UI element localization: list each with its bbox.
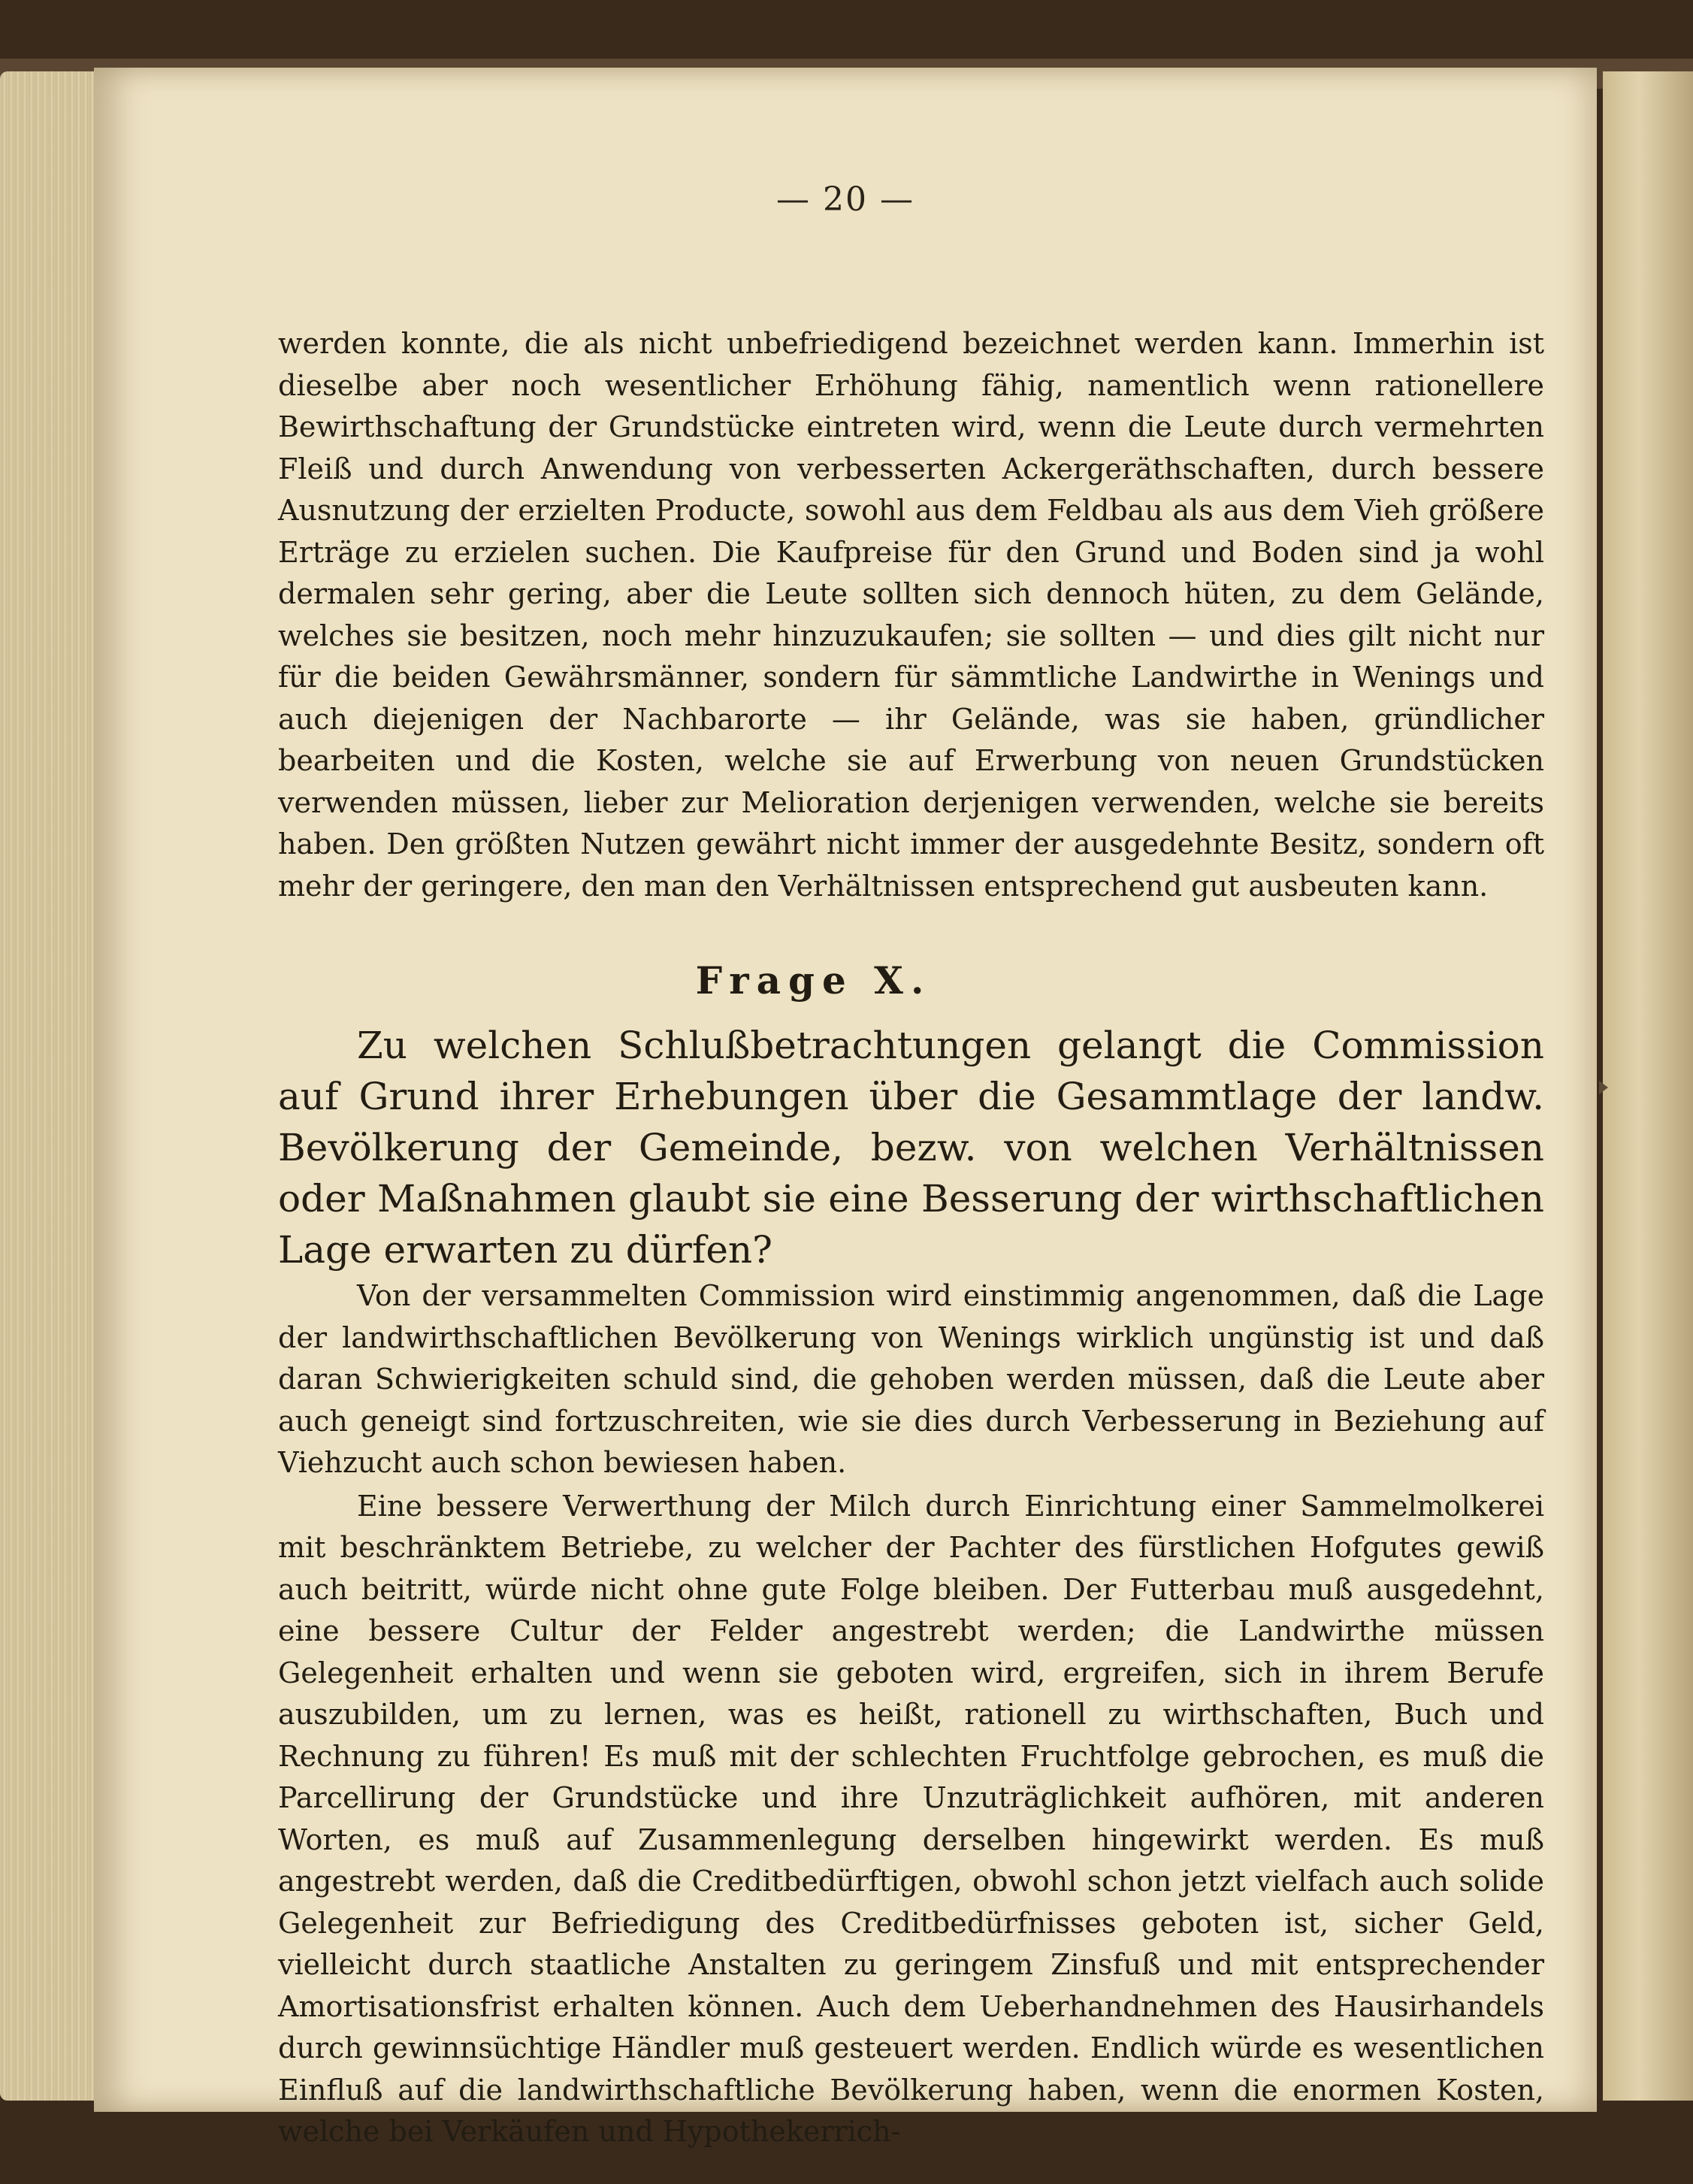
- page-stack-right: [1603, 71, 1693, 2101]
- paragraph-answer-1: Von der versammelten Commission wird einstimmig angenommen, daß die Lage der landwirthschaftlichen Bevölkerung von Wenings wirklich ungünstig ist und daß daran Schwierigkeiten schuld sind, die gehoben werden müssen, daß die Leute aber auch geneigt sind fortzuschreiten, wie sie dies durch Verbesserung in Beziehung auf Viehzucht auch schon bewiesen haben.: [278, 1279, 1544, 1479]
- page-number: — 20 —: [776, 180, 915, 219]
- page-stack-left: [0, 71, 98, 2101]
- paragraph-answer-2: Eine bessere Verwerthung der Milch durch Einrichtung einer Sammelmolkerei mit beschränktem Betriebe, zu welcher der Pachter des fürstlichen Hofgutes gewiß auch beitritt, würde nicht ohne gute Folge bleiben. Der Futterbau muß ausgedehnt, eine bessere Cultur der Felder angestrebt werden; die Landwirthe müssen Gelegenheit erhalten und wenn sie geboten wird, ergreifen, sich in ihrem Berufe auszubilden, um zu lernen, was es heißt, rationell zu wirthschaften, Buch und Rechnung zu führen! Es muß mit der schlechten Fruchtfolge gebrochen, es muß die Parcellirung der Grundstücke und ihre Unzuträglichkeit aufhören, mit anderen Worten, es muß auf Zusammenlegung derselben hingewirkt werden. Es muß angestrebt werden, daß die Creditbedürftigen, obwohl schon jetzt vielfach auch solide Gelegenheit zur Befriedigung des Creditbedürfnisses geboten ist, sicher Geld, vielleicht durch staatliche Anstalten zu geringem Zinsfuß und mit entsprechender Amortisationsfrist erhalten können. Auch dem Ueberhandnehmen des Hausirhandels durch gewinnsüchtige Händler muß gesteuert werden. Endlich würde es wesentlichen Einfluß auf die landwirthschaftliche Bevölkerung haben, wenn die enormen Kosten, welche bei Verkäufen und Hypothekerrich-: [278, 1489, 1544, 2148]
- book-page: [94, 68, 1597, 2148]
- paragraph-continued: werden konnte, die als nicht unbefriedigend bezeichnet werden kann. Immerhin ist dieselbe aber noch wesentlicher Erhöhung fähig, namentlich wenn rationellere Bewirthschaftung der Grundstücke eintreten wird, wenn die Leute durch vermehrten Fleiß und durch Anwendung von verbesserten Ackergeräthschaften, durch bessere Ausnutzung der erzielten Producte, sowohl aus dem Feldbau als aus dem Vieh größere Erträge zu erzielen suchen. Die Kaufpreise für den Grund und Boden sind ja wohl dermalen sehr gering, aber die Leute sollten sich dennoch hüten, zu dem Gelände, welches sie besitzen, noch mehr hinzuzukaufen; sie sollten — und dies gilt nicht nur für die beiden Gewährsmänner, sondern für sämmtliche Landwirthe in Wenings und auch diejenigen der Nachbarorte — ihr Gelände, was sie haben, gründlicher bearbeiten und die Kosten, welche sie auf Erwerbung von neuen Grundstücken verwenden müssen, lieber zur Melioration derjenigen verwenden, welche sie bereits haben. Den größten Nutzen gewährt nicht immer der ausgedehnte Besitz, sondern oft mehr der geringere, den man den Verhältnissen entsprechend gut ausbeuten kann.: [278, 327, 1544, 903]
- section-heading: Frage X.: [695, 958, 932, 1003]
- question-text: Zu welchen Schlußbetrachtungen gelangt die Commission auf Grund ihrer Erhebungen über die Gesammtlage der landw. Bevölkerung der Gemeinde, bezw. von welchen Verhältnissen oder Maßnahmen glaubt sie eine Besserung der wirthschaftlichen Lage erwarten zu dürfen?: [278, 1024, 1544, 1272]
- margin-arrow-icon: [1599, 1081, 1608, 1094]
- body-text: [278, 323, 1544, 2153]
